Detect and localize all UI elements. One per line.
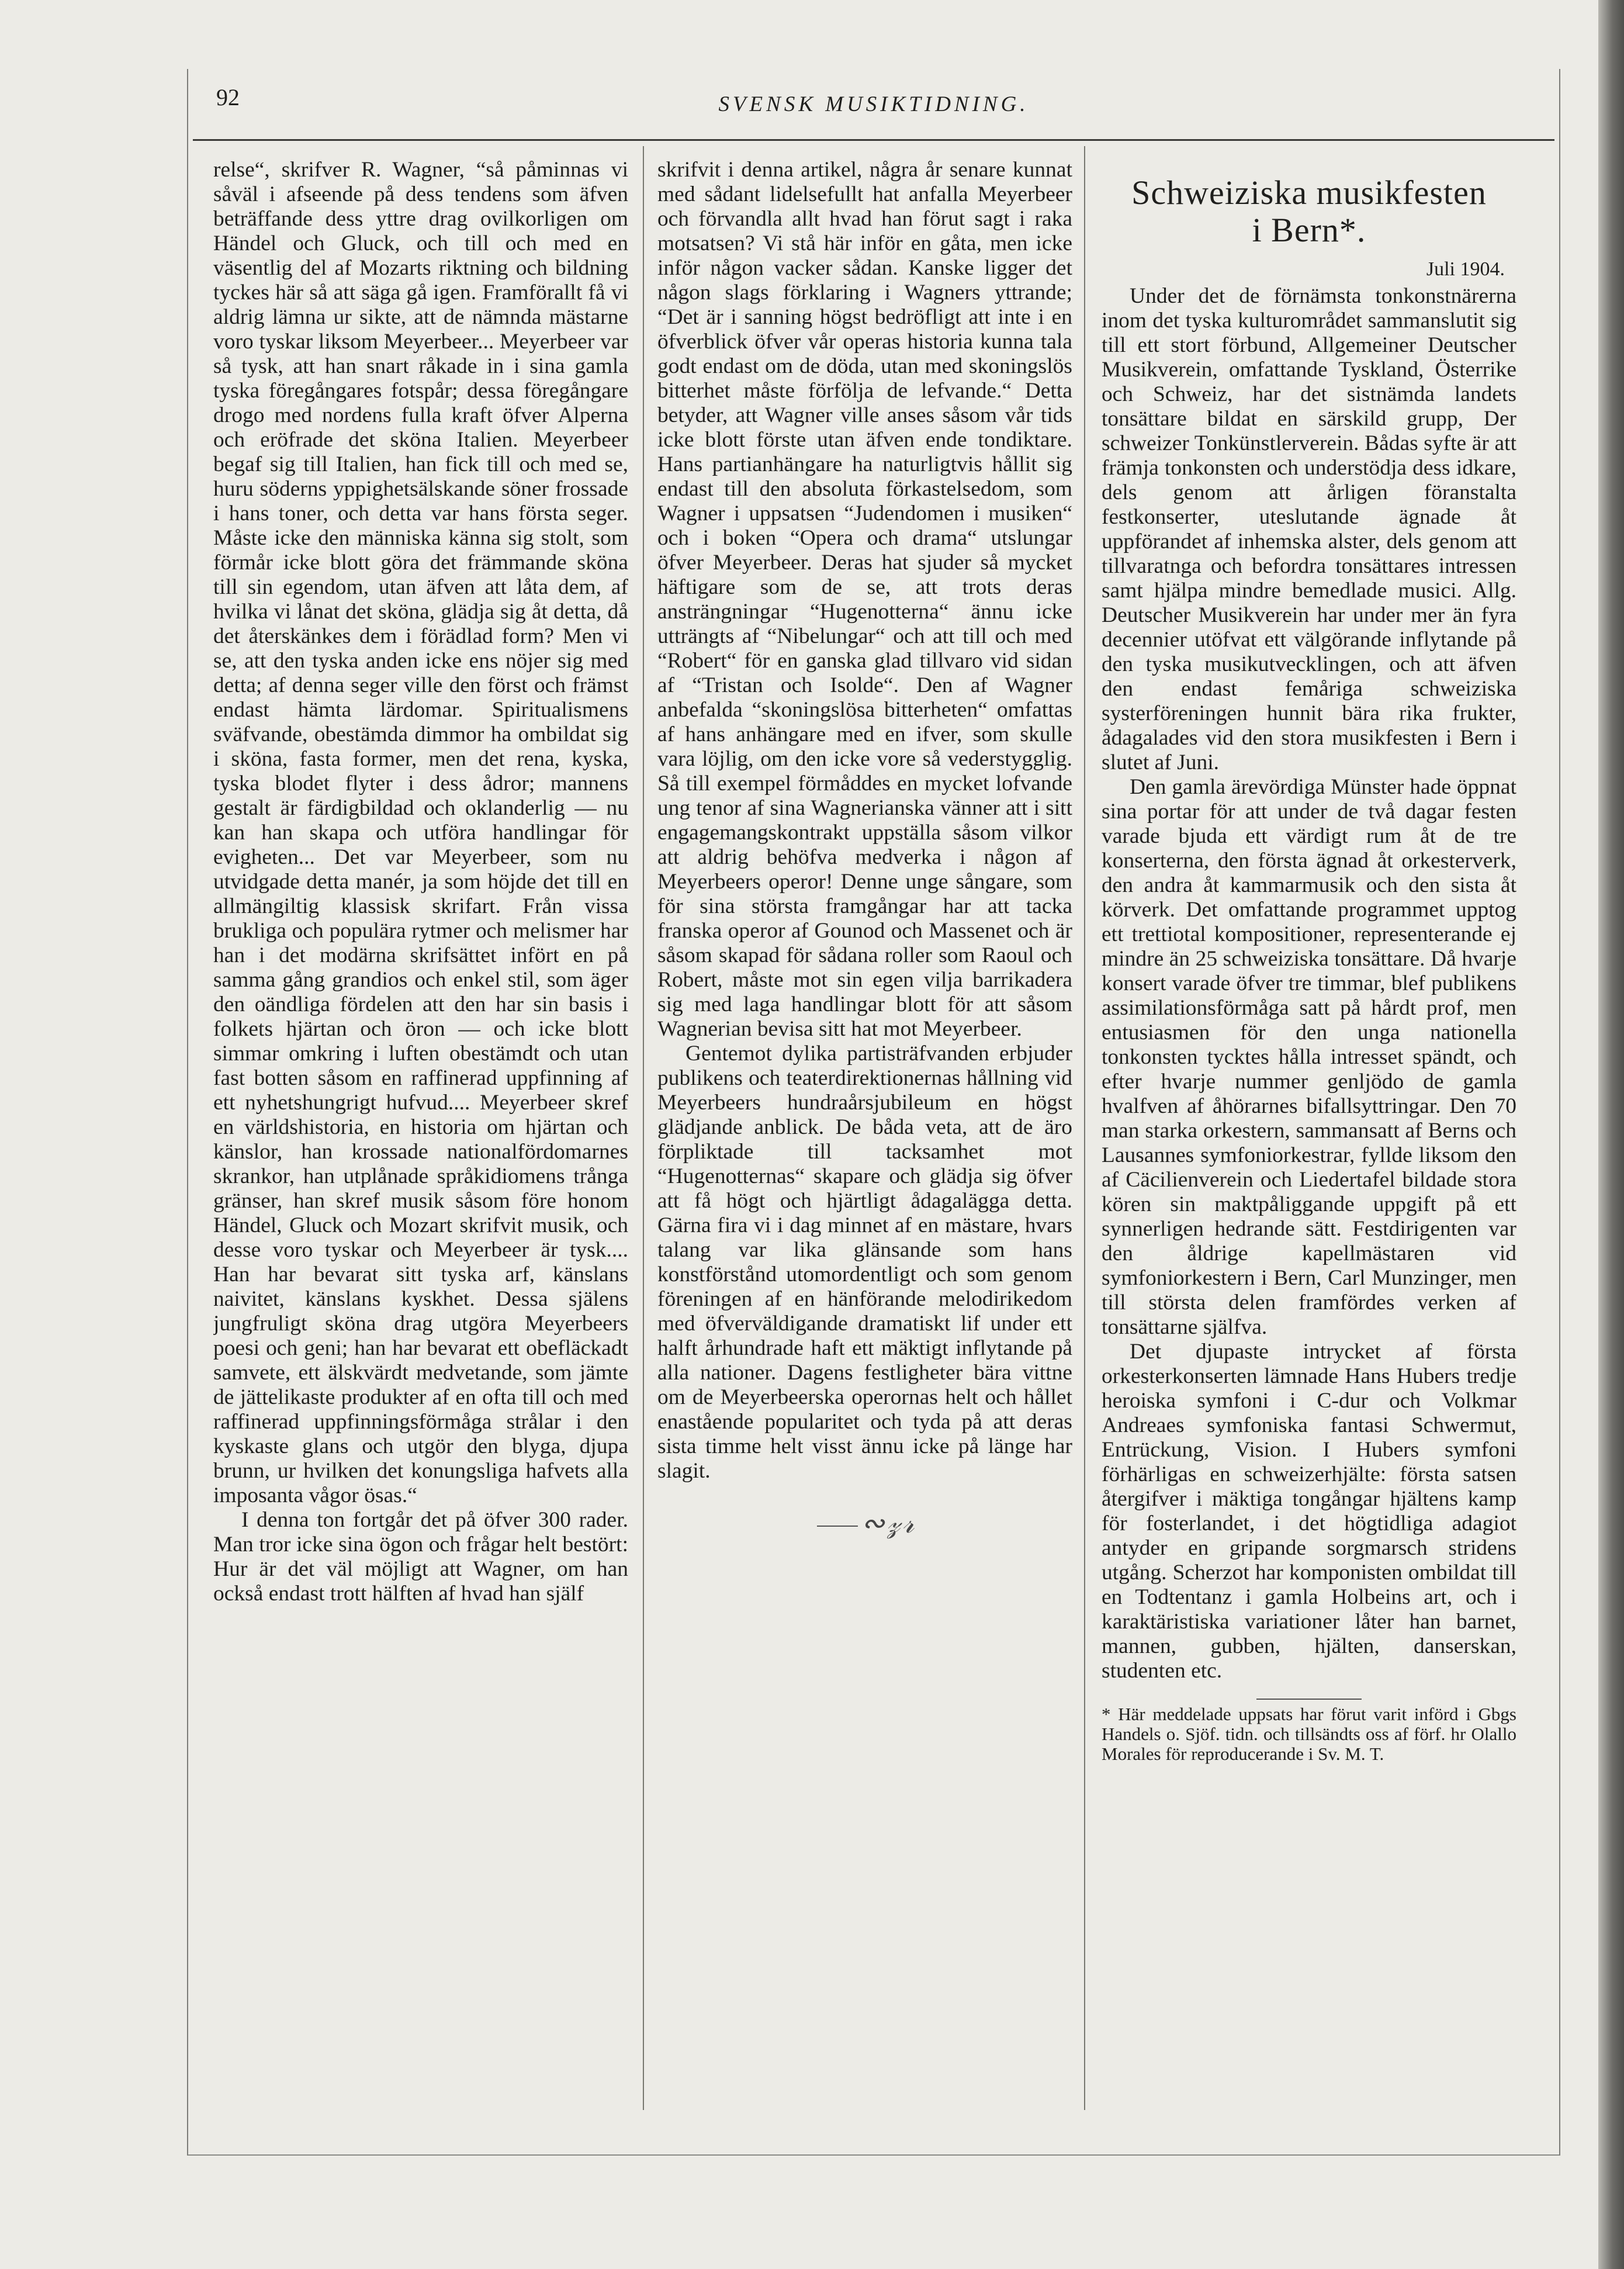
scan-shadow-edge xyxy=(1598,0,1624,2269)
column-right xyxy=(1102,158,1516,2110)
ornament-glyph: ∾𝓏𝓇 xyxy=(861,1508,917,1539)
body-paragraph: Gentemot dylika partisträfvanden erbjuder publikens och teaterdirektionernas hållning vid Meyerbeers hundraårsjubileum en högst glädjande anblick. De båda veta, att de äro förpliktade till tacksamhet mot “Hugenotternas“ skapare och glädja sig öfver att få högt och hjärtligt ådagalägga detta. Gärna fira vi i dag minnet af en mästare, hvars talang var lika glänsande som hans konstförstånd utomordentligt och som genom föreningen af en hänförande melodirikedom med öfverväldigande dramatiskt lif under ett halft århundrade haft ett mäktigt inflytande på alla nationer. Dagens festligheter bära vittne om de Meyerbeerska operornas helt och hållet enastående popularitet och tyda på att deras sista timme helt visst ännu icke på länge har slagit. xyxy=(657,1042,1072,1483)
body-paragraph: skrifvit i denna artikel, några år senare kunnat med sådant lidelsefullt hat anfalla Meyerbeer och förvandla allt hvad han förut sagt i raka motsatsen? Vi stå här inför en gåta, men icke inför någon vacker sådan. Kanske ligger det någon slags förklaring i Wagners yttrande; “Det är i sanning högst bedröfligt att inte i en öfverblick öfver vår operas historia kunna tala godt endast om de döda, utan med skoningslös bitterhet måste förfölja de lefvande.“ Detta betyder, att Wagner ville anses såsom vår tids icke blott förste utan äfven ende tondiktare. Hans partianhängare ha naturligtvis hållit sig endast till den absoluta förkastelsedom, som Wagner i uppsatsen “Judendomen i musiken“ och i boken “Opera och drama“ utslungar öfver Meyerbeer. Deras hat sjuder så mycket häftigare som de se, att trots deras ansträngningar “Hugenotterna“ ännu icke utträngts af “Nibelungar“ och att till och med “Robert“ för en ganska glad tillvaro vid sidan af “Tristan och Isolde“. Den af Wagner anbefalda “skoningslösa bitterheten“ omfattas af hans anhängare med en ifver, som skulle vara löjlig, om den icke vore så vederstygglig. Så till exempel förmåddes en mycket lofvande ung tenor af sina Wagnerianska vänner att i sitt engagemangskontrakt uppställa såsom vilkor att aldrig behöfva medverka i någon af Meyerbeers operor! Denne unge sångare, som för sina största framgångar har att tacka franska operor af Gounod och Massenet och är såsom skapad för sådana roller som Raoul och Robert, måste mot sin egen vilja barrikadera sig med laga handlingar blott för att såsom Wagnerian bevisa sitt hat mot Meyerbeer. xyxy=(657,158,1072,1041)
body-paragraph: Under det de förnämsta tonkonstnärerna inom det tyska kulturområdet sammanslutit sig till ett stort förbund, Allgemeiner Deutscher Musikverein, omfattande Tyskland, Österrike och Schweiz, har det sistnämda landets tonsättare bildat en särskild grupp, Der schweizer Tonkünstlerverein. Bådas syfte är att främja tonkonsten och understödja dess idkare, dels genom att årligen föranstalta festkonserter, uteslutande ägnade åt uppförandet af inhemska alster, dels genom att tillvaratnga och befordra tonsättares intressen samt hjälpa mindre bemedlade musici. Allg. Deutscher Musikverein har under mer än fyra decennier utöfvat ett välgörande inflytande på den tyska musikutvecklingen, och att äfven den endast femåriga schweiziska systerföreningen hunnit bära rika frukter, ådagalades vid den stora musikfesten i Bern i slutet af Juni. xyxy=(1102,284,1516,774)
column-left xyxy=(213,158,628,2110)
column-divider xyxy=(1084,146,1085,2110)
dateline: Juli 1904. xyxy=(1426,258,1505,280)
footnote: * Här meddelade uppsats har förut varit införd i Gbgs Handels o. Sjöf. tidn. och tillsändts oss af förf. hr Olallo Morales för reproducerande i Sv. M. T. xyxy=(1102,1704,1516,1764)
end-ornament xyxy=(657,1508,1072,1539)
article-title-line: i Bern*. xyxy=(1252,211,1366,249)
body-paragraph: Den gamla ärevördiga Münster hade öppnat sina portar för att under de två dagar festen varade bjuda ett värdigt rum åt de tre konserterna, den första ägnad åt orkesterverk, den andra åt kammarmusik och den sista åt körverk. Det omfattande programmet upptog ett trettiotal kompositioner, representerande ej mindre än 25 schweiziska tonsättare. Då hvarje konsert varade öfver tre timmar, blef publikens assimilationsförmåga satt på hårdt prof, men entusiasmen för den unga nationella tonkonsten tycktes hålla intresset spändt, och efter hvarje nummer genljödo de gamla hvalfven af åhörarnes bifallsyttringar. Den 70 man starka orkestern, sammansatt af Berns och Lausannes symfoniorkestrar, fyllde liksom den af Cäcilienverein och Liedertafel bildade stora kören sin maktpåliggande uppgift på ett synnerligen hedrande sätt. Festdirigenten var den åldrige kapellmästaren vid symfoniorkestern i Bern, Carl Munzinger, men till största delen framfördes verken af tonsättarne själfva. xyxy=(1102,775,1516,1339)
article-title-line: Schweiziska musikfesten xyxy=(1131,174,1487,212)
page-number: 92 xyxy=(216,84,240,110)
body-paragraph: relse“, skrifver R. Wagner, “så påminnas vi såväl i afseende på dess tendens som äfven beträffande dess yttre drag ovilkorligen om Händel och Gluck, och till och med en väsentlig del af Mozarts riktning och bildning tyckes här så att säga gå igen. Framförallt få vi aldrig lämna ur sikte, att de nämnda mästarne voro tyskar liksom Meyerbeer... Meyerbeer var så tysk, att han snart råkade in i sina gamla tyska föregångares fotspår; dessa föregångare drogo med nordens fulla kraft öfver Alperna och eröfrade det sköna Italien. Meyerbeer begaf sig till Italien, han fick till och med se, huru söderns yppighetsälskande söner frossade i hans toner, och detta var hans första seger. Måste icke den människa känna sig stolt, som förmår icke blott göra det främmande sköna till sin egendom, utan äfven att låta dem, af hvilka vi lånat det sköna, glädja sig åt detta, då det återskänkes dem i förädlad form? Men vi se, att den tyska anden icke ens nöjer sig med detta; af denna seger ville den först och främst endast hämta lärdomar. Spiritualismens sväfvande, obestämda dimmor ha ombildat sig i sköna, fasta former, men det rena, kyska, tyska blodet flyter i dess ådror; mannens gestalt är färdigbildad och oklanderlig — nu kan han skapa och utföra handlingar för evigheten... Det var Meyerbeer, som nu utvidgade detta manér, ja som höjde det till en allmängiltig klassisk skrifart. Från vissa brukliga och populära rytmer och melismer har han i det modärna skrifsättet infört en på samma gång grandios och enkel stil, som äger den oändliga fördelen att den har sin basis i folkets hjärtan och öron — och icke blott simmar omkring i luften obestämdt och utan fast botten såsom en raffinerad uppfinning af ett nyhetshungrigt hufvud.... Meyerbeer skref en världshistoria, en historia om hjärtan och känslor, han krossade nationalfördomarnes skrankor, han utplånade språkidiomens trånga gränser, han skref musik såsom före honom Händel, Gluck och Mozart skrifvit musik, och desse voro tyskar och Meyerbeer är tysk.... Han har bevarat sitt tyska arf, känslans naivitet, känslans kyskhet. Dessa själens jungfruligt sköna drag utgöra Meyerbeers poesi och geni; han har bevarat ett obefläckadt samvete, ett älskvärdt medvetande, som jämte de jättelikaste produkter af en ofta till och med raffinerad uppfinningsförmåga strålar i den kyskaste glans och utgör den blyga, djupa brunn, ur hvilken det konungsliga hafvets alla imposanta vågor ösas.“ xyxy=(213,158,628,1507)
column-middle xyxy=(657,158,1072,2110)
running-title: SVENSK MUSIKTIDNING. xyxy=(718,92,1029,116)
header-rule xyxy=(193,139,1554,141)
footnote-rule xyxy=(1256,1699,1362,1700)
body-paragraph: I denna ton fortgår det på öfver 300 rader. Man tror icke sina ögon och frågar helt bestört: Hur är det väl möjligt att Wagner, om han också endast trott hälften af hvad han själf xyxy=(213,1508,628,1606)
body-paragraph: Det djupaste intrycket af första orkesterkonserten lämnade Hans Hubers tredje heroiska symfoni i C-dur och Volkmar Andreaes symfoniska fantasi Schwermut, Entrückung, Vision. I Hubers symfoni förhärligas en schweizerhjälte: första satsen återgifver i mäktiga tongångar hjältens kamp för fosterlandet, i det högtidliga adagiot antyder en gripande sorgmarsch stridens utgång. Scherzot har komponisten ombildat till en Todtentanz i gamla Holbeins art, och i karaktäristiska variationer låter han barnet, mannen, gubben, hjälten, danserskan, studenten etc. xyxy=(1102,1340,1516,1683)
column-divider xyxy=(643,146,644,2110)
article-title xyxy=(1102,174,1516,249)
page-header xyxy=(199,79,1549,126)
